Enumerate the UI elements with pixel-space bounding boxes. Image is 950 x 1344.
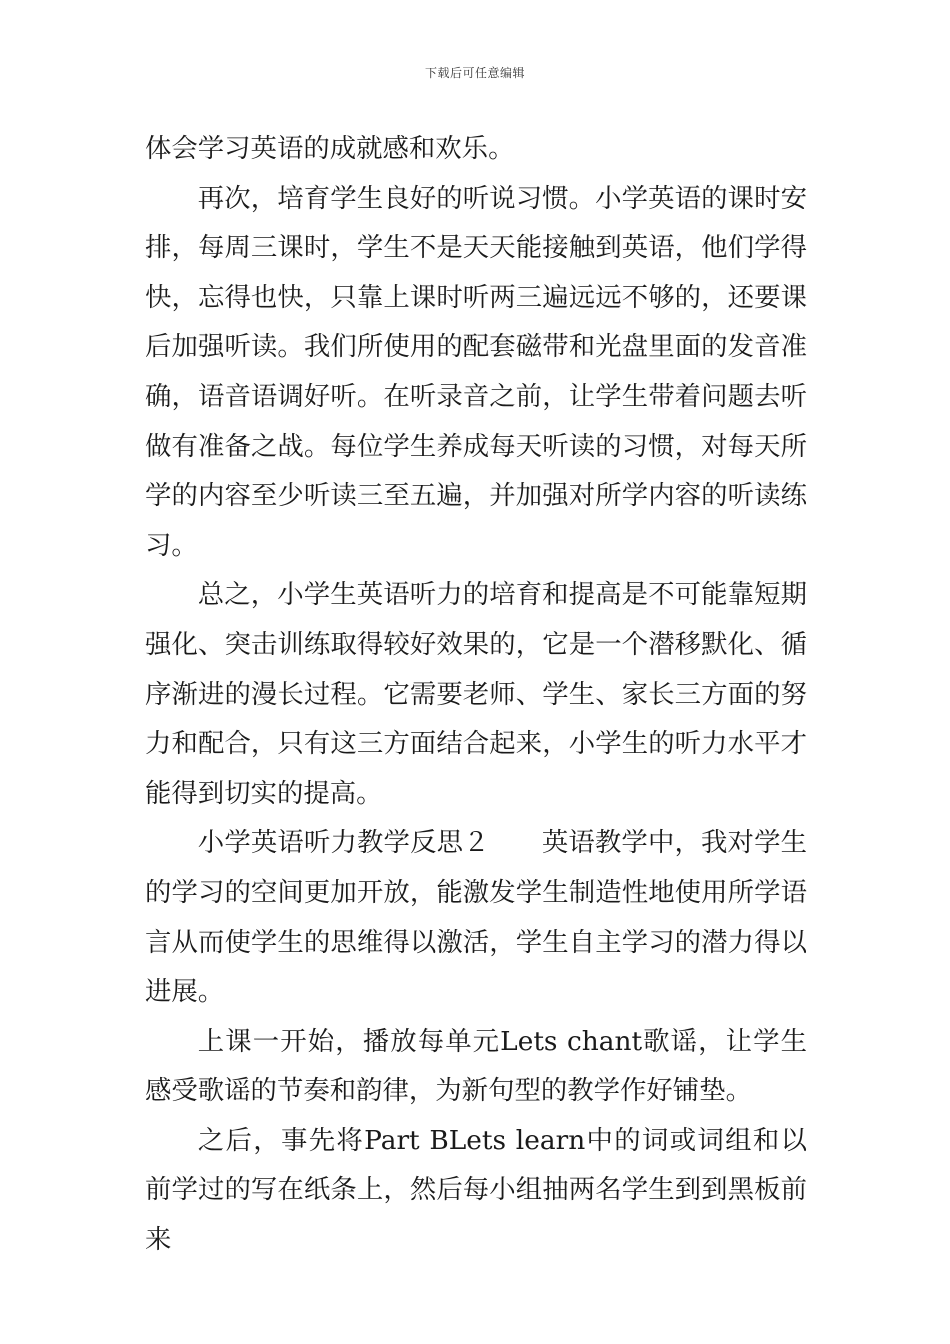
paragraph-4 [145,818,807,1016]
document-body [145,124,807,1265]
paragraph-4-body: 英语教学中，我对学生的学习的空间更加开放，能激发学生制造性地使用所学语言从而使学生的思维得以激活，学生自主学习的潜力得以进展。 [145,827,808,1008]
paragraph-5: 上课一开始，播放每单元Lets chant歌谣，让学生感受歌谣的节奏和韵律，为新句型的教学作好铺垫。 [145,1025,807,1107]
paragraph-6: 之后，事先将Part BLets learn中的词或词组和以前学过的写在纸条上，然后每小组抽两名学生到到黑板前来 [145,1124,807,1256]
section-title: 小学英语听力教学反思２ [197,827,490,859]
paragraph-3: 总之，小学生英语听力的培育和提高是不可能靠短期强化、突击训练取得较好效果的，它是一个潜移默化、循序渐进的漫长过程。它需要老师、学生、家长三方面的努力和配合，只有这三方面结合起来，小学生的听力水平才能得到切实的提高。 [145,579,807,809]
page-header: 下载后可任意编辑 [424,66,525,80]
paragraph-2: 再次，培育学生良好的听说习惯。小学英语的课时安排，每周三课时，学生不是天天能接触到英语，他们学得快，忘得也快，只靠上课时听两三遍远远不够的，还要课后加强听读。我们所使用的配套磁带和光盘里面的发音准确，语音语调好听。在听录音之前，让学生带着问题去听做有准备之战。每位学生养成每天听读的习惯，对每天所学的内容至少听读三至五遍，并加强对所学内容的听读练习。 [145,182,807,561]
paragraph-1: 体会学习英语的成就感和欢乐。 [145,133,515,164]
